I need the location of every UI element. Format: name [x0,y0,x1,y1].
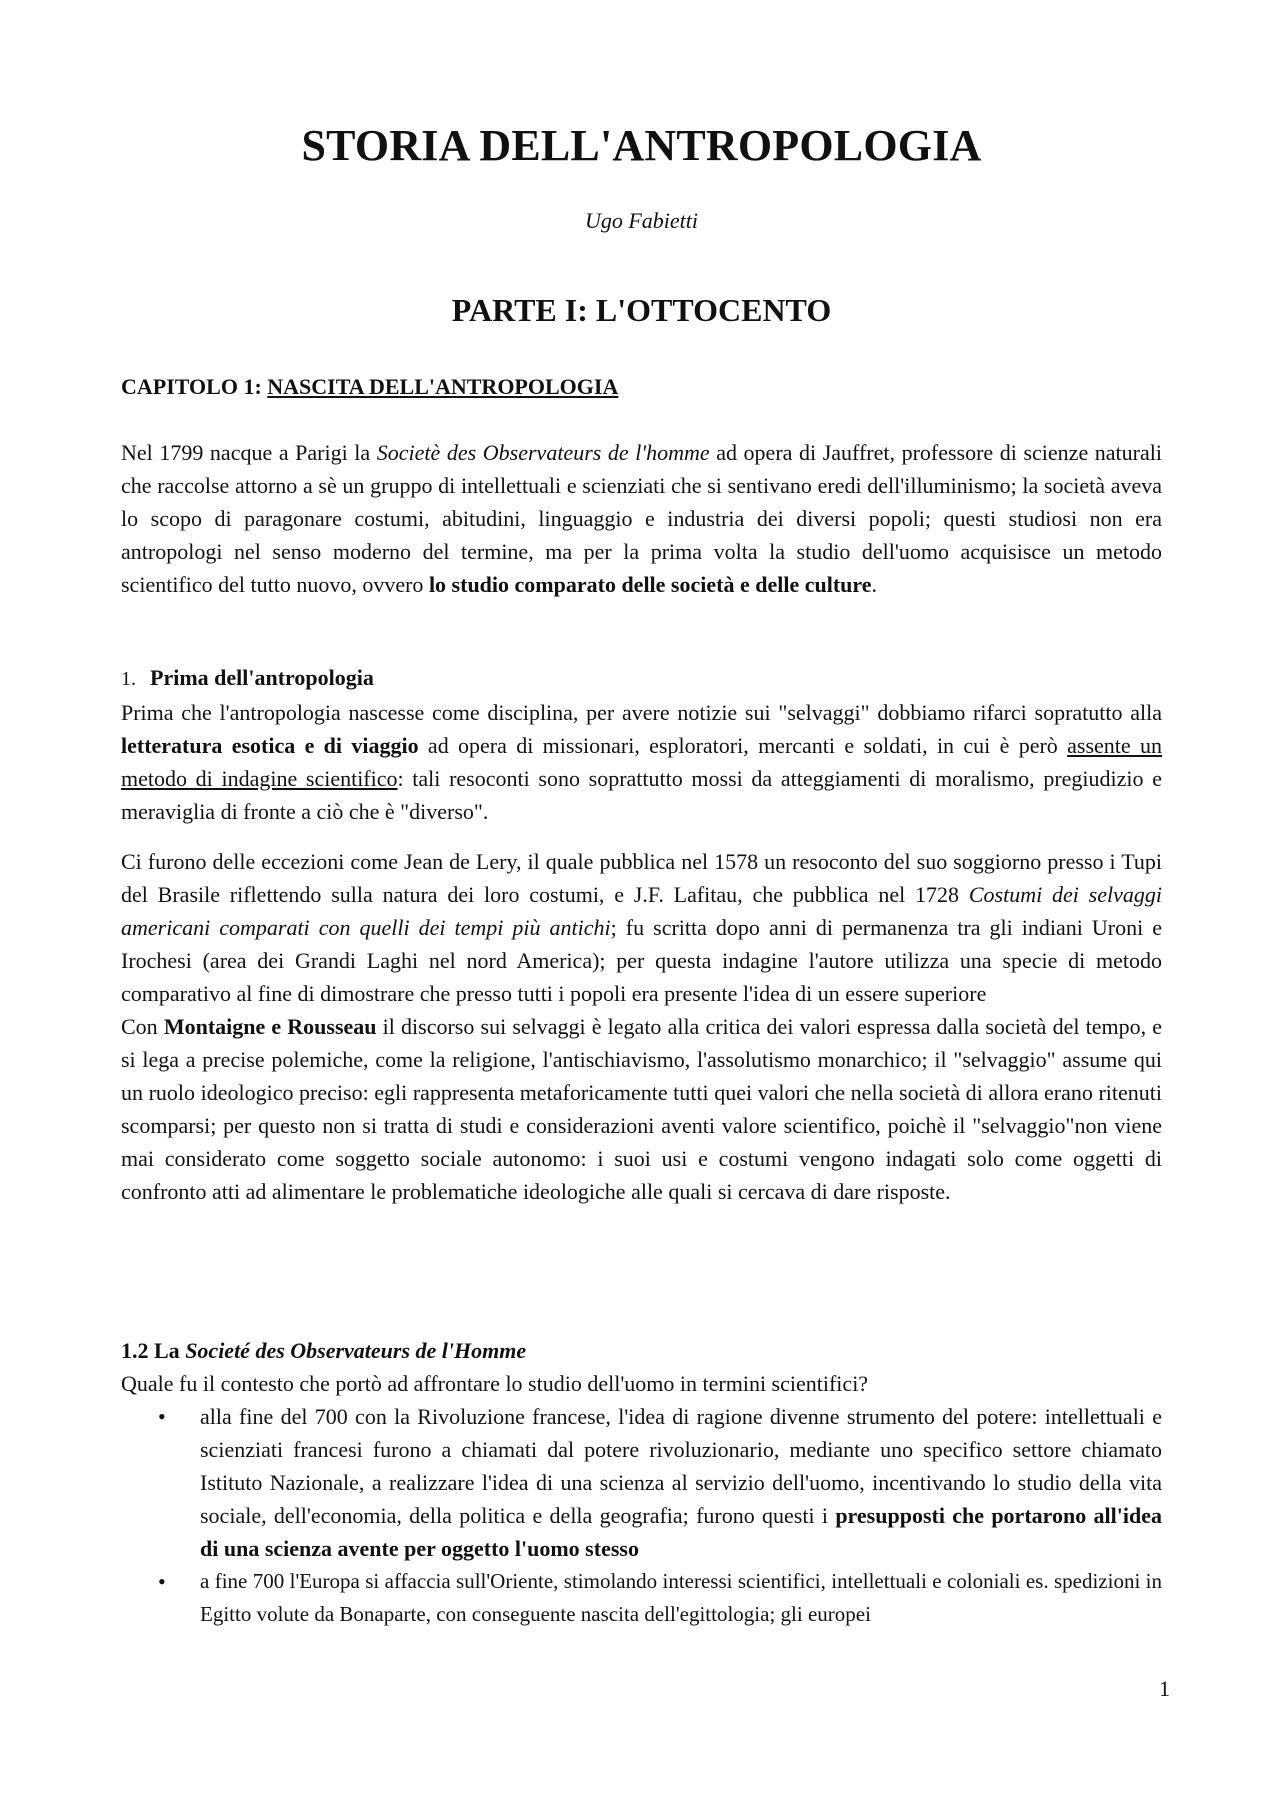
s1p3-text-2: il discorso sui selvaggi è legato alla critica dei valori espressa dalla società del tempo, e si lega a precise polemiche, come la religione, l'antischiavismo, l'assolutismo monarchico; il "selvaggio" assume qui un ruolo ideologico preciso: egli rappresenta metaforicamente tutti quei valori che nella società di allora erano ritenuti scomparsi; per questo non si tratta di studi e considerazioni aventi valore scientifico, poichè il "selvaggio"non viene mai considerato come soggetto sociale autonomo: i suoi usi e costumi vengono indagati solo come oggetti di confronto atti ad alimentare le problematiche ideologiche alle quali si cercava di dare risposte. [121,1014,1162,1204]
part-title: PARTE I: L'OTTOCENTO [451,292,832,328]
s1p1-emphasis: letteratura esotica e di viaggio [121,733,419,758]
bullet-1-emphasis: presupposti che portarono all'idea di una scienza avente per oggetto l'uomo stesso [200,1503,1162,1561]
s1p2-text-2: ; fu scritta dopo anni di permanenza tra gli indiani Uroni e Irochesi (area dei Grandi Laghi nel nord America); per questa indagine l'autore utilizza una specie di metodo comparativo al fine di dimostrare che presso tutti i popoli era presente l'idea di un essere superiore [121,915,1162,1006]
intro-society-name: Societè des Observateurs de l'homme [376,440,710,465]
section-2-prefix: 1.2 La [121,1338,186,1363]
section-1-title: Prima dell'antropologia [150,665,374,690]
section-1-paragraph-2 [121,845,1162,1010]
bullet-icon: • [158,1404,166,1429]
list-item [121,1400,1162,1565]
author-name: Ugo Fabietti [584,208,699,233]
bullet-icon: • [158,1569,166,1594]
chapter-prefix: CAPITOLO 1: [121,374,268,399]
section-2 [121,1334,1162,1631]
intro-emphasis: lo studio comparato delle società e delle culture [428,572,872,597]
bullet-2-text: a fine 700 l'Europa si affaccia sull'Oriente, stimolando interessi scientifici, intellettuali e coloniali es. spedizioni in Egitto volute da Bonaparte, con conseguente nascita dell'egittologia; gli europei [200,1569,1162,1626]
intro-text-2: ad opera di Jauffret, professore di scienze naturali che raccolse attorno a sè un gruppo di intellettuali e scienziati che si sentivano eredi dell'illuminismo; la società aveva lo scopo di paragonare costumi, abitudini, linguaggio e industria dei diversi popoli; questi studiosi non era antropologi nel senso moderno del termine, ma per la prima volta la studio dell'uomo acquisisce un metodo scientifico del tutto nuovo, ovvero [121,440,1162,597]
chapter-name: NASCITA DELL'ANTROPOLOGIA [267,374,619,399]
section-1-paragraph-1 [121,696,1162,828]
section-1-number: 1. [121,668,136,690]
s1p3-text-1: Con [121,1014,164,1039]
document-title: STORIA DELL'ANTROPOLOGIA [301,121,982,170]
bullet-1-text-1: alla fine del 700 con la Rivoluzione francese, l'idea di ragione divenne strumento del potere: intellettuali e scienziati francesi furono a chiamati dal potere rivoluzionario, mediante uno specifico settore chiamato Istituto Nazionale, a realizzare l'idea di una scienza al servizio dell'uomo, incentivando lo studio della vita sociale, dell'economia, della politica e della geografia; furono questi i [200,1404,1162,1528]
s1p1-text-1: Prima che l'antropologia nascesse come disciplina, per avere notizie sui "selvaggi" dobbiamo rifarci sopratutto alla [121,700,1162,725]
s1p1-text-3: : tali resoconti sono soprattutto mossi da atteggiamenti di moralismo, pregiudizio e meraviglia di fronte a ciò che è "diverso". [121,766,1162,824]
s1p2-text-1: Ci furono delle eccezioni come Jean de Lery, il quale pubblica nel 1578 un resoconto del suo soggiorno presso i Tupi del Brasile riflettendo sulla natura dei loro costumi, e J.F. Lafitau, che pubblica nel 1728 [121,849,1162,907]
section-2-heading [121,1334,1162,1367]
section-1 [121,661,1162,1208]
s1p2-book-title: Costumi dei selvaggi americani comparati con quelli dei tempi più antichi [121,882,1162,940]
list-item [121,1565,1162,1631]
bullet-1-text [200,1400,1162,1565]
page-number: 1 [1159,1676,1170,1701]
chapter-heading [121,372,618,402]
s1p3-emphasis: Montaigne e Rousseau [163,1014,377,1039]
intro-block [121,436,1162,601]
section-1-paragraph-3 [121,1010,1162,1208]
intro-text-1: Nel 1799 nacque a Parigi la [121,440,377,465]
section-1-heading [121,661,1162,696]
s1p1-text-2: ad opera di missionari, esploratori, mercanti e soldati, in cui è però [418,733,1068,758]
bullet-list [121,1400,1162,1631]
section-2-intro: Quale fu il contesto che portò ad affrontare lo studio dell'uomo in termini scientifici? [121,1371,869,1396]
intro-text-3: . [871,572,878,597]
paragraph-spacer [121,828,1162,845]
intro-paragraph [121,436,1162,601]
section-2-title: Societé des Observateurs de l'Homme [185,1338,527,1363]
s1p1-underlined: assente un metodo di indagine scientifico [121,733,1162,791]
